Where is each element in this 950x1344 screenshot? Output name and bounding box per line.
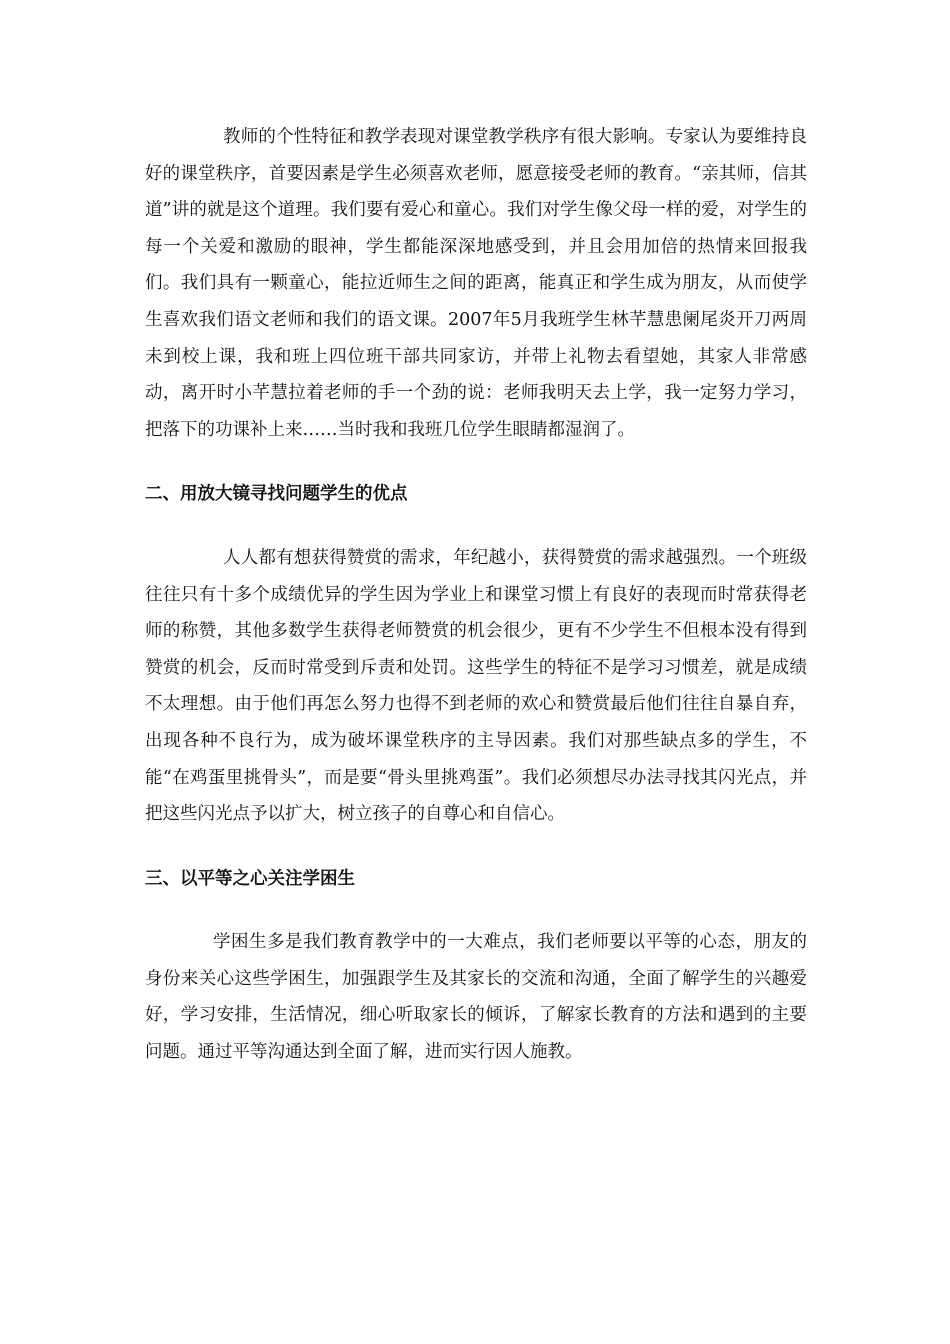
spacer xyxy=(145,897,807,924)
spacer xyxy=(145,833,807,861)
document-body xyxy=(145,119,807,1071)
spacer xyxy=(145,513,807,540)
paragraph-teacher-personality: 教师的个性特征和教学表现对课堂教学秩序有很大影响。专家认为要维持良好的课堂秩序，首要因素是学生必须喜欢老师，愿意接受老师的教育。“亲其师，信其道”讲的就是这个道理。我们要有爱心和童心。我们对学生像父母一样的爱，对学生的每一个关爱和激励的眼神，学生都能深深地感受到，并且会用加倍的热情来回报我们。我们具有一颗童心，能拉近师生之间的距离，能真正和学生成为朋友，从而使学生喜欢我们语文老师和我们的语文课。2007年5月我班学生林芊慧患阑尾炎开刀两周未到校上课，我和班上四位班干部共同家访，并带上礼物去看望她，其家人非常感动，离开时小芊慧拉着老师的手一个劲的说：老师我明天去上学，我一定努力学习，把落下的功课补上来……当时我和我班几位学生眼睛都湿润了。 xyxy=(145,127,807,440)
section-heading-equality: 三、以平等之心关注学困生 xyxy=(145,868,355,889)
paragraph-praise-needs: 人人都有想获得赞赏的需求，年纪越小，获得赞赏的需求越强烈。一个班级往往只有十多个成绩优异的学生因为学业上和课堂习惯上有良好的表现而时常获得老师的称赞，其他多数学生获得老师赞赏的机会很少，更有不少学生不但根本没有得到赞赏的机会，反而时常受到斥责和处罚。这些学生的特征不是学习习惯差，就是成绩不太理想。由于他们再怎么努力也得不到老师的欢心和赞赏最后他们往往自暴自弃，出现各种不良行为，成为破坏课堂秩序的主导因素。我们对那些缺点多的学生，不能“在鸡蛋里挑骨头”，而是要“骨头里挑鸡蛋”。我们必须想尽办法寻找其闪光点，并把这些闪光点予以扩大，树立孩子的自尊心和自信心。 xyxy=(145,547,807,825)
section-heading-magnifier: 二、用放大镜寻找问题学生的优点 xyxy=(145,484,408,505)
spacer xyxy=(145,448,807,476)
paragraph-struggling-students: 学困生多是我们教育教学中的一大难点，我们老师要以平等的心态，朋友的身份来关心这些学困生，加强跟学生及其家长的交流和沟通，全面了解学生的兴趣爱好，学习安排，生活情况，细心听取家长的倾诉，了解家长教育的方法和遇到的主要问题。通过平等沟通达到全面了解，进而实行因人施教。 xyxy=(145,932,807,1063)
